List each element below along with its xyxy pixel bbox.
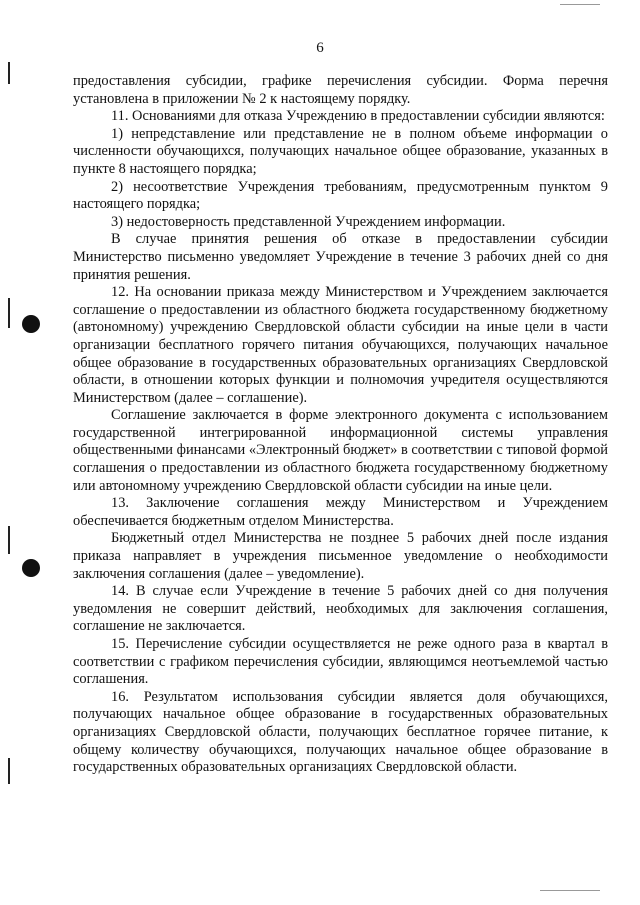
scan-edge-mark bbox=[8, 758, 10, 784]
paragraph: В случае принятия решения об отказе в предоставлении субсидии Министерство письменно уведомляет Учреждение в течение 3 рабочих дней со дня принятия решения. bbox=[73, 231, 608, 283]
punch-hole bbox=[22, 315, 40, 333]
paragraph: предоставления субсидии, графике перечисления субсидии. Форма перечня установлена в приложении № 2 к настоящему порядку. bbox=[73, 73, 608, 107]
paragraph: 14. В случае если Учреждение в течение 5 рабочих дней со дня получения уведомления не совершит действий, необходимых для заключения соглашения, соглашение не заключается. bbox=[73, 583, 608, 635]
paragraph: 11. Основаниями для отказа Учреждению в предоставлении субсидии являются: bbox=[111, 108, 605, 125]
scan-speck bbox=[540, 890, 600, 891]
scan-edge-mark bbox=[8, 526, 10, 554]
punch-hole bbox=[22, 559, 40, 577]
paragraph: 15. Перечисление субсидии осуществляется не реже одного раза в квартал в соответствии с графиком перечисления субсидии, являющимся неотъемлемой частью соглашения. bbox=[73, 636, 608, 688]
paragraph: 13. Заключение соглашения между Министерством и Учреждением обеспечивается бюджетным отделом Министерства. bbox=[73, 495, 608, 529]
paragraph: 3) недостоверность представленной Учреждением информации. bbox=[111, 213, 506, 230]
scan-edge-mark bbox=[8, 62, 10, 84]
paragraph: 16. Результатом использования субсидии является доля обучающихся, получающих начальное общее образование в государственных образовательных организациях Свердловской области, получающих бесплатное горячее питание, к общему количеству обучающихся, получающих начальное общее образование в государственных образовательных организациях Свердловской области. bbox=[73, 688, 608, 776]
paragraph: Соглашение заключается в форме электронного документа с использованием государственной интегрированной информационной системы управления общественными финансами «Электронный бюджет» в соответствии с типовой формой соглашения о предоставлении из областного бюджета государственному бюджетному или автономному учреждению Свердловской области субсидии на иные цели. bbox=[73, 407, 608, 494]
document-body bbox=[73, 73, 608, 777]
scan-edge-mark bbox=[8, 298, 10, 328]
paragraph: 2) несоответствие Учреждения требованиям, предусмотренным пунктом 9 настоящего порядка; bbox=[73, 178, 608, 213]
scan-speck bbox=[560, 4, 600, 5]
paragraph: 12. На основании приказа между Министерством и Учреждением заключается соглашение о предоставлении из областного бюджета государственному бюджетному (автономному) учреждению Свердловской области субсидии на иные цели в части организации бесплатного горячего питания обучающихся, получающих начальное общее образование в государственных образовательных организациях Свердловской области, в отношении которых функции и полномочия учредителя осуществляются Министерством (далее – соглашение). bbox=[73, 284, 608, 406]
page-number: 6 bbox=[316, 40, 324, 56]
paragraph: 1) непредставление или представление не в полном объеме информации о численности обучающихся, получающих начальное общее образование, указанных в пункте 8 настоящего порядка; bbox=[73, 125, 608, 177]
paragraph: Бюджетный отдел Министерства не позднее 5 рабочих дней после издания приказа направляет в учреждения письменное уведомление о необходимости заключения соглашения (далее – уведомление). bbox=[73, 530, 608, 582]
